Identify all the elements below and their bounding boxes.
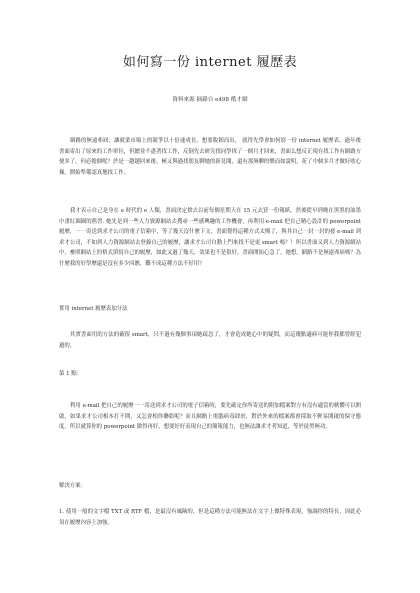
point-heading: 第 1 點： [59,371,83,377]
paragraph-tip: 其實書面用的方法的確很 smart，只不過有幾個事項她疏忽了，才會造成她心中的疑問，而這幾點適病可能你我都曾經犯過的。 [59,332,361,349]
document-title: 如何寫一份 internet 履歷表 [122,55,298,70]
solution-heading: 解決方案： [59,483,86,489]
paragraph-intro: 網路的無遠弗屆，讓就業市場上的競爭以十倍速成長，想要脫穎而出， 就得先學會如何寫一份 internet 履歷表。過年後書面寄出了原來的工作單位，但總並不盡著找工作，反倒先去研究找同學探了一個月才回來，書面么想反正現在找工作有網路方便多了，何必擔個呢？於是一趟趟回來後，極又與過找朋友聊她的新見聞，還有那無聊的樂而如說明，花了中個多月才做好收心操，開始準備認真地找工作。 [59,138,361,176]
paragraph-solution1: 1. 使用一般的文字檔 TXT 或 RTF 檔，是最沒有風險的，但是這種方法可能無法在文字上做特殊表現，強調你的特長，因此必須在履歷內容上加強。 [59,509,361,526]
paragraph-point1: 利用 e-mail 把自己的履歷一一寄送到求才公司的電子信箱時，要先確定你所寄送的附加檔案對方有沒有適當的軟體可以開啟，如果求才公司根本打不開，又怎會相你聯絡呢？而且網路上電腦病毒肆虐，對於外來的檔案都會採取不輕易開啟的保守態度，所以就算你的 powerpoint 做得再好，想要好好表現自己的簡報能力，也無法讓求才者知道，等於徒勞無功。 [59,403,361,431]
paragraph-story: 我才表示自己是身在 e 時代的 e 人類，書面決定捨去以前每個星期天在 15 元去買一份報紙，然後從早到晚在黑黑的油墨中畫紅圈圈的舊習. 她先是到一些人力資源網站去搜尋一些感興趣的工作機會，再利用 e-mail 把自己精心設計的 powerpoint 履歷，一一寄送到求才公司的電子信箱中，等了幾天沒什麼下文，書面覺得這種方式太慢了，與其自己一封一封的發 e-mail 到求才公司，不如到人力資源網站去登錄自己的履歷，讓求才公司自動上門來找不是更 smart 嗎？！所以書面又到人力資源網站中，參照網站上的格式填寫自己的履歷，如此又過了幾天，效果也不是很好，書面開始心急了，她想，網路不是無遠弗屆嗎？為什麼我的好學歷還是沒有多少回應，難不成這種方法不好用？ [59,208,361,267]
section-heading: 實用 internet 履歷表加分法 [59,306,128,312]
document-source: 資料來源 摘錄自 e498 酷才網 [172,97,248,103]
